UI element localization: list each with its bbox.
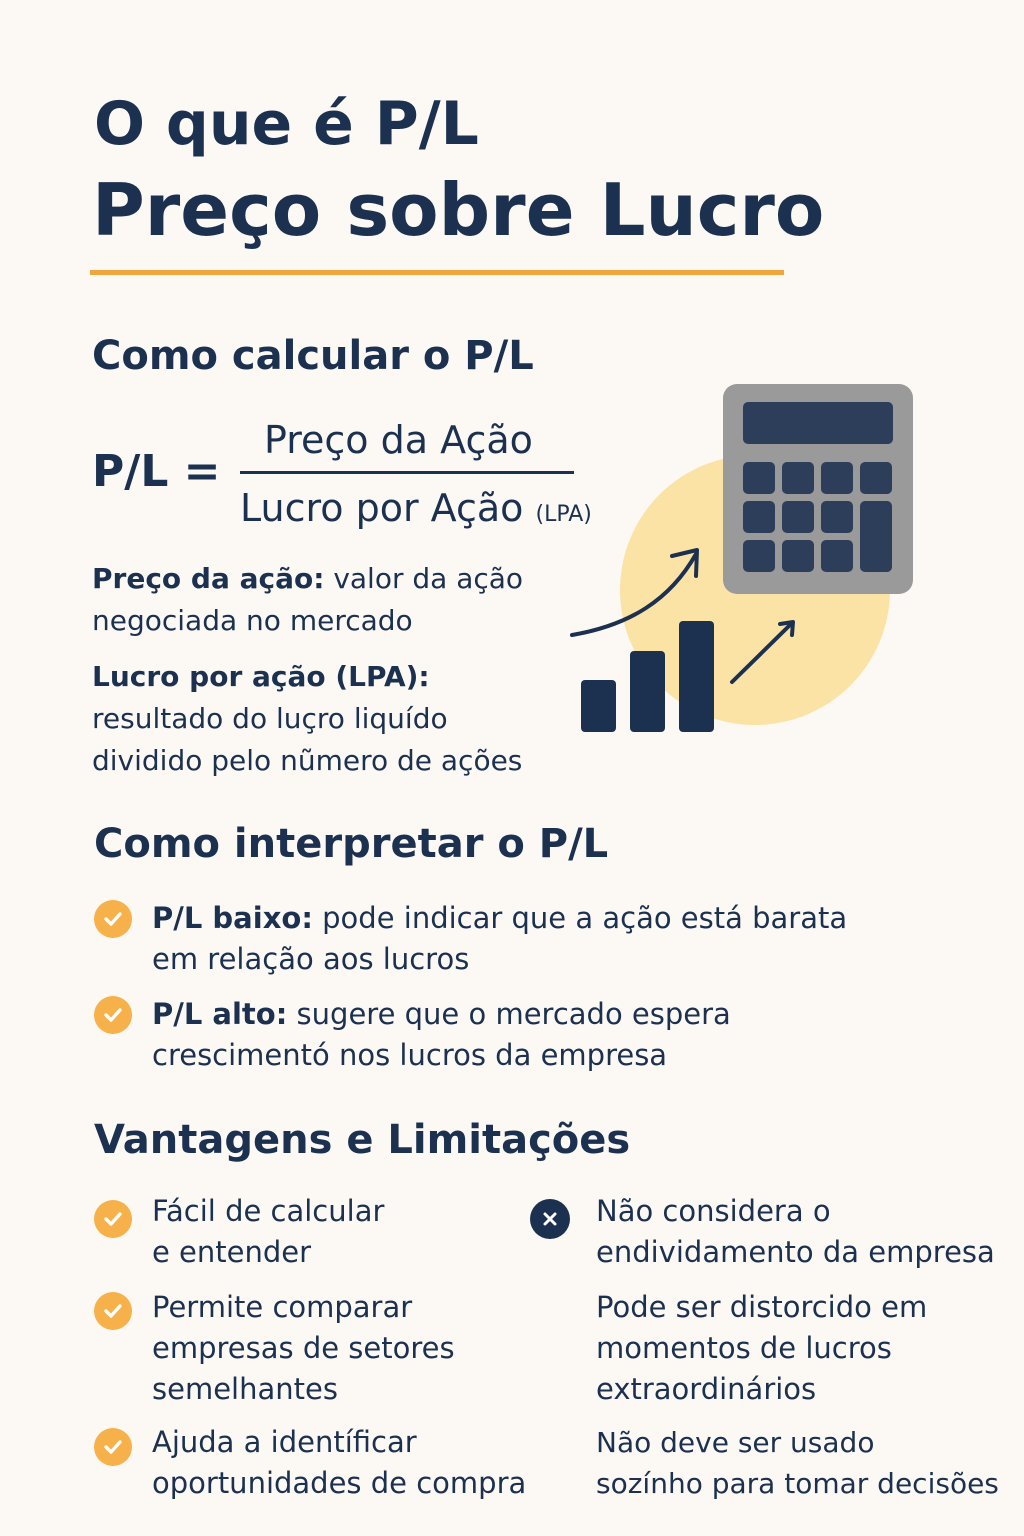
definition-lpa [92,656,562,782]
check-circle-icon [94,900,132,938]
interpret-item-low [152,898,912,980]
con-item-2 [596,1287,1016,1410]
pro-item-3-line-2: oportunidades de compra [152,1466,527,1500]
check-circle-icon [94,996,132,1034]
interpret-desc: sugere que o mercado espera [287,997,731,1031]
x-circle-icon [530,1199,570,1239]
definition-price [92,558,562,642]
pro-item-2-line-2: empresas de setores [152,1331,455,1365]
interpret-term: P/L alto: [152,997,288,1031]
section-heading-interpret: Como interpretar o P/L [94,821,609,867]
pro-item-2-line-1: Permite comparar [152,1290,413,1324]
section-heading-calculate: Como calcular o P/L [92,333,534,379]
check-circle-icon [94,1200,132,1238]
definition-term: Preço da ação: [92,562,325,595]
fraction-bar [240,471,574,474]
pro-item-1-line-2: e entender [152,1235,312,1269]
pro-item-2-line-3: semelhantes [152,1372,338,1406]
page-title-line-2: Preço sobre Lucro [92,168,825,252]
pro-item-1-line-1: Fácil de calcular [152,1194,385,1228]
interpret-item-low-line-2: em relação aos lucros [152,942,470,976]
title-underline [90,270,784,275]
interpret-item-low-line-1 [152,898,912,939]
con-item-2-line-3: extraordinários [596,1372,817,1406]
calculator-icon [723,384,913,594]
section-heading-pros-cons: Vantagens e Limitações [94,1117,631,1163]
con-item-1 [596,1191,1016,1273]
interpret-term: P/L baixo: [152,901,313,935]
con-item-2-line-1: Pode ser distorcido em [596,1290,928,1324]
pro-item-3-line-1: Ajuda a identíficar [152,1425,417,1459]
calculator-chart-illustration [560,380,920,740]
check-circle-icon [94,1428,132,1466]
con-item-3-line-2: sozínho para tomar decisões [596,1467,999,1500]
formula-numerator: Preço da Ação [264,418,533,462]
page-title-line-1: O que é P/L [94,89,479,159]
con-item-1-line-2: endividamento da empresa [596,1235,995,1269]
denominator-suffix: (LPA) [535,502,592,527]
pro-item-1 [152,1191,522,1273]
con-item-2-line-2: momentos de lucros [596,1331,892,1365]
definition-desc: valor da ação [324,562,524,595]
interpret-item-high-line-1 [152,994,912,1035]
formula-denominator [240,484,592,539]
definition-lpa-line-1: resultado do luçro liquído [92,702,448,735]
definition-lpa-line-2: dividido pelo nũmero de ações [92,744,523,777]
interpret-item-high [152,994,912,1076]
check-circle-icon [94,1292,132,1330]
definition-price-line-2: negociada no mercado [92,604,413,637]
formula-lhs: P/L = [92,446,221,497]
interpret-item-high-line-2: crescimentó nos lucros da empresa [152,1038,668,1072]
denominator-text: Lucro por Ação [240,486,524,530]
con-item-1-line-1: Não considera o [596,1194,831,1228]
definition-price-line-1 [92,558,562,600]
pro-item-2 [152,1287,522,1410]
con-item-3-line-1: Não deve ser usado [596,1426,875,1459]
definition-term: Lucro por ação (LPA): [92,660,430,693]
interpret-desc: pode indicar que a ação está barata [312,901,848,935]
pro-item-3 [152,1422,542,1504]
con-item-3 [596,1422,1020,1504]
